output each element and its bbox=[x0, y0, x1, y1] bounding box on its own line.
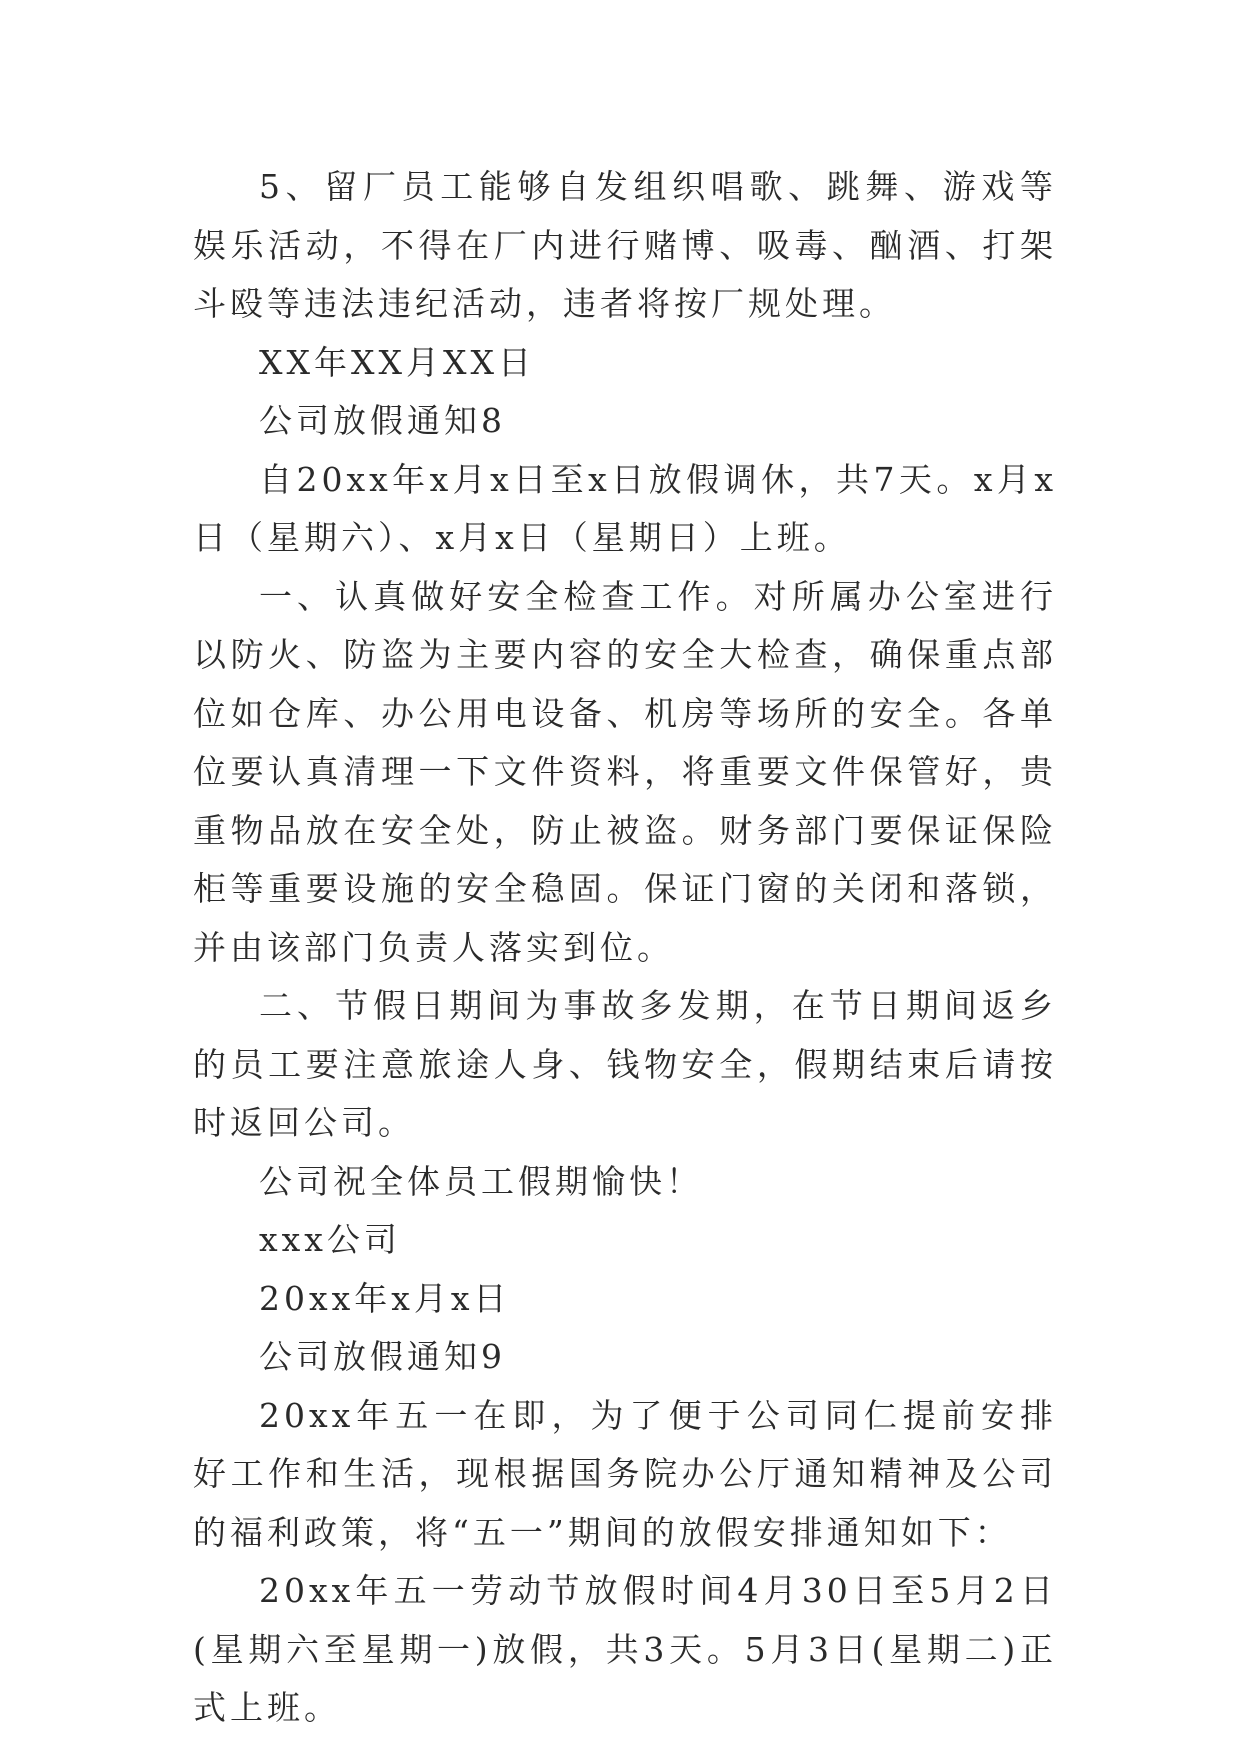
paragraph-may-day-intro: 20xx年五一在即，为了便于公司同仁提前安排好工作和生活，现根据国务院办公厅通知精神及公司的福利政策，将“五一”期间的放假安排通知如下： bbox=[193, 1395, 1057, 1552]
date-line: XX年XX月XX日 bbox=[259, 342, 535, 382]
paragraph-safety-inspection: 一、认真做好安全检查工作。对所属办公室进行以防火、防盗为主要内容的安全大检查，确保重点部位如仓库、办公用电设备、机房等场所的安全。各单位要认真清理一下文件资料，将重要文件保管好，贵重物品放在安全处，防止被盗。财务部门要保证保险柜等重要设施的安全稳固。保证门窗的关闭和落锁，并由该部门负责人落实到位。 bbox=[193, 576, 1057, 967]
paragraph-holiday-period: 自20xx年x月x日至x日放假调休，共7天。x月x日（星期六）、x月x日（星期日）上班。 bbox=[193, 459, 1057, 557]
paragraph-travel-safety: 二、节假日期间为事故多发期，在节日期间返乡的员工要注意旅途人身、钱物安全，假期结束后请按时返回公司。 bbox=[193, 986, 1057, 1142]
notice-title-8: 公司放假通知8 bbox=[259, 401, 506, 440]
document-body bbox=[193, 158, 1057, 1738]
notice-title-9: 公司放假通知9 bbox=[259, 1337, 506, 1376]
signature-date: 20xx年x月x日 bbox=[259, 1278, 511, 1318]
greeting-line: 公司祝全体员工假期愉快！ bbox=[259, 1161, 703, 1201]
company-signature: xxx公司 bbox=[259, 1220, 401, 1259]
paragraph-may-day-schedule: 20xx年五一劳动节放假时间4月30日至5月2日(星期六至星期一)放假，共3天。5月3日(星期二)正式上班。 bbox=[193, 1571, 1057, 1727]
paragraph-rule-5: 5、留厂员工能够自发组织唱歌、跳舞、游戏等娱乐活动，不得在厂内进行赌博、吸毒、酗酒、打架斗殴等违法违纪活动，违者将按厂规处理。 bbox=[193, 167, 1057, 323]
